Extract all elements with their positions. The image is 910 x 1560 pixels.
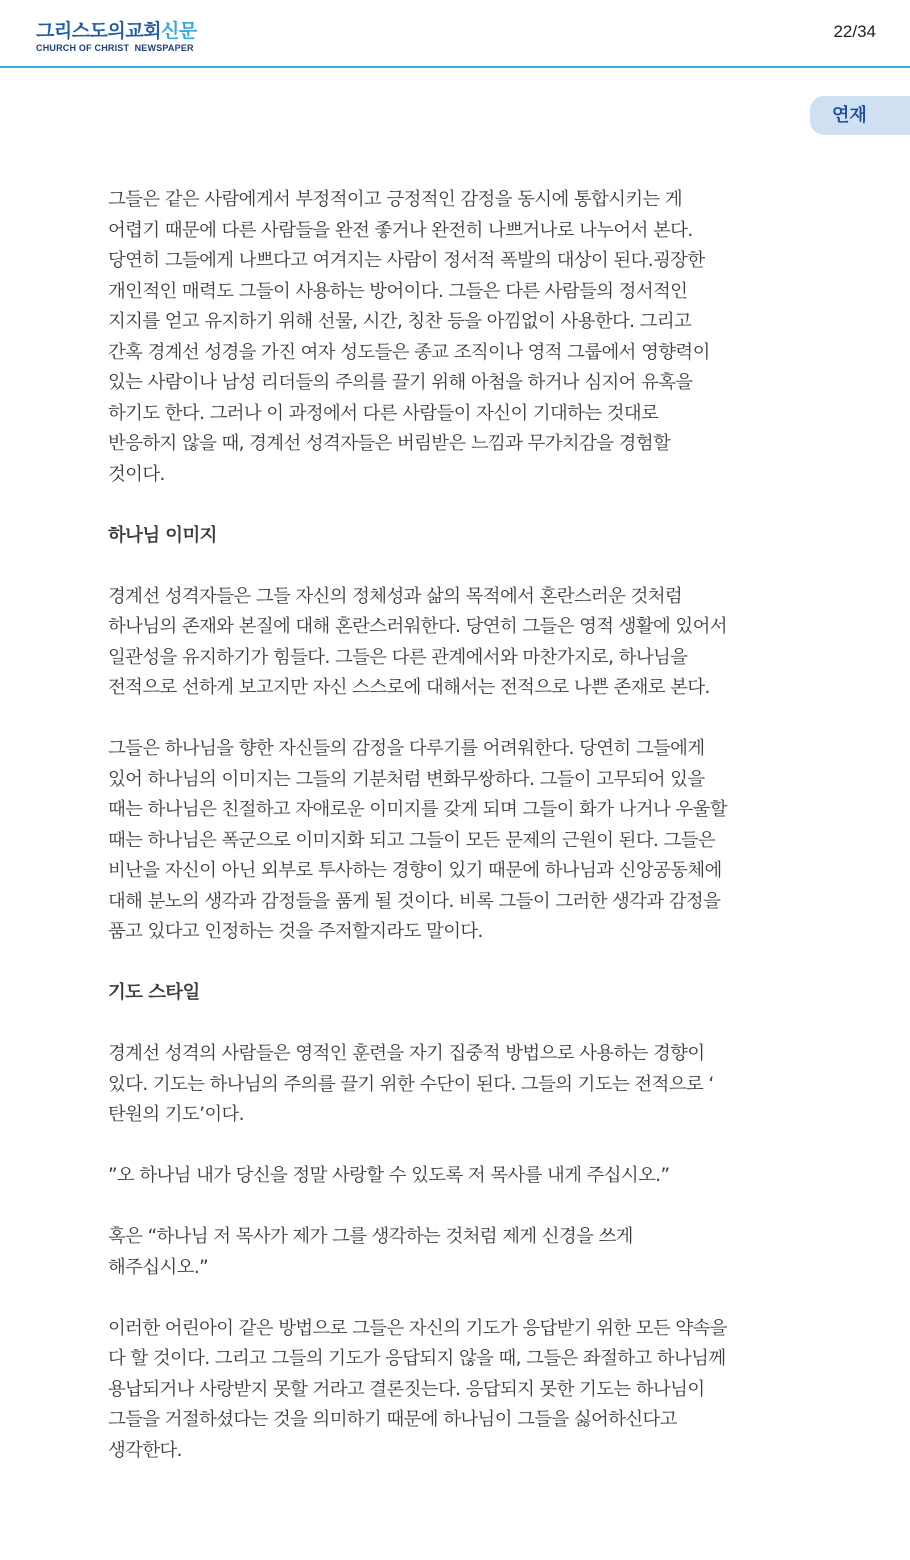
section-tab-serial: 연재 [810,96,910,135]
section-heading: 하나님 이미지 [108,524,217,546]
logo-korean [36,20,197,42]
article-paragraph: 경계선 성격자들은 그들 자신의 정체성과 삶의 목적에서 혼란스러운 것처럼 하나님의 존재와 본질에 대해 혼란스러워한다. 당연히 그들은 영적 생활에 있어서 일관성을 유지하기가 힘들다. 그들은 다른 관계에서와 마찬가지로, 하나님을 전적으로 선하게 보고지만 자신 스스로에 대해서는 전적으로 나쁜 존재로 본다. [108,585,727,698]
newspaper-logo[interactable] [36,20,197,54]
article-paragraph: 경계선 성격의 사람들은 영적인 훈련을 자기 집중적 방법으로 사용하는 경향이 있다. 기도는 하나님의 주의를 끌기 위한 수단이 된다. 그들의 기도는 전적으로 ‘ 탄원의 기도’이다. [108,1043,714,1125]
prayer-quote: 혹은 “하나님 저 목사가 제가 그를 생각하는 것처럼 제게 신경을 쓰게 해주십시오.” [108,1226,633,1278]
logo-main-text: 그리스도의교회 [36,20,161,42]
article-paragraph: 그들은 같은 사람에게서 부정적이고 긍정적인 감정을 동시에 통합시키는 게 어렵기 때문에 다른 사람들을 완전 좋거나 완전히 나쁘거나로 나누어서 본다. 당연히 그들에게 나쁘다고 여겨지는 사람이 정서적 폭발의 대상이 된다.굉장한 개인적인 매력도 그들이 사용하는 방어이다. 그들은 다른 사람들의 정서적인 지지를 얻고 유지하기 위해 선물, 시간, 칭찬 등을 아낌없이 사용한다. 그리고 간혹 경계선 성경을 가진 여자 성도들은 종교 조직이나 영적 그룹에서 영향력이 있는 사람이나 남성 리더들의 주의를 끌기 위해 아첨을 하거나 심지어 유혹을 하기도 한다. 그러나 이 과정에서 다른 사람들이 자신이 기대하는 것대로 반응하지 않을 때, 경계선 성격자들은 버림받은 느낌과 무가치감을 경험할 것이다. [108,189,710,485]
article-paragraph: 그들은 하나님을 향한 자신들의 감정을 다루기를 어려워한다. 당연히 그들에게 있어 하나님의 이미지는 그들의 기분처럼 변화무쌍하다. 그들이 고무되어 있을 때는 하나님은 친절하고 자애로운 이미지를 갖게 되며 그들이 화가 나거나 우울할 때는 하나님은 폭군으로 이미지화 되고 그들이 모든 문제의 근원이 된다. 그들은 비난을 자신이 아닌 외부로 투사하는 경향이 있기 때문에 하나님과 신앙공동체에 대해 분노의 생각과 감정들을 품게 될 것이다. 비록 그들이 그러한 생각과 감정을 품고 있다고 인정하는 것을 주저할지라도 말이다. [108,738,727,942]
logo-english: CHURCH OF CHRIST NEWSPAPER [36,43,194,53]
page-header [0,0,910,68]
article-body [108,185,808,1497]
article-paragraph: 이러한 어린아이 같은 방법으로 그들은 자신의 기도가 응답받기 위한 모든 약속을 다 할 것이다. 그리고 그들의 기도가 응답되지 않을 때, 그들은 좌절하고 하나님께 용납되거나 사랑받지 못할 거라고 결론짓는다. 응답되지 못한 기도는 하나님이 그들을 거절하셨다는 것을 의미하기 때문에 하나님이 그들을 싫어하신다고 생각한다. [108,1317,727,1461]
section-heading: 기도 스타일 [108,982,200,1003]
logo-accent-text: 신문 [160,20,197,42]
page-number: 22/34 [833,22,876,41]
prayer-quote: ”오 하나님 내가 당신을 정말 사랑할 수 있도록 저 목사를 내게 주십시오.” [108,1165,670,1186]
